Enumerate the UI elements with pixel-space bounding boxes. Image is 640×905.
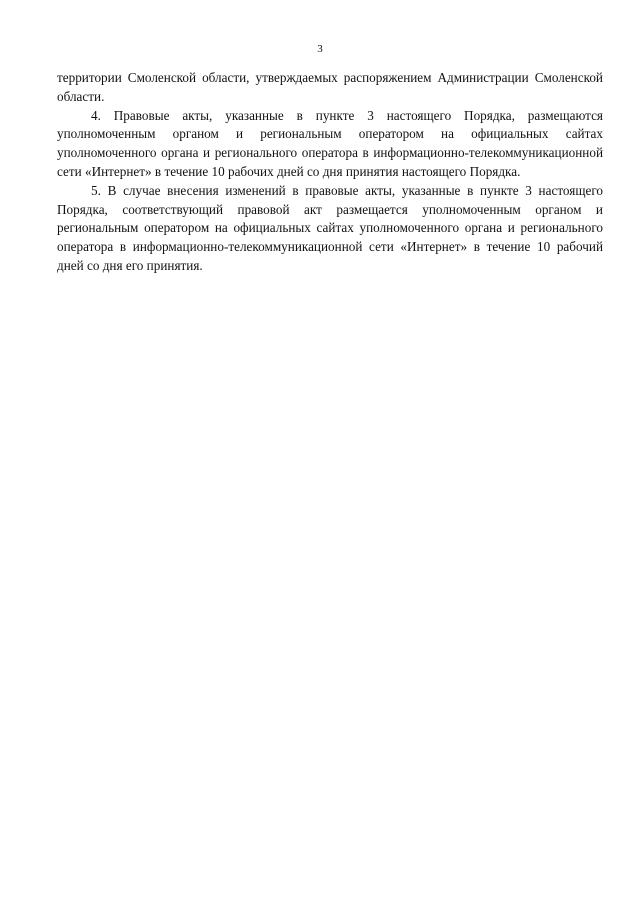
document-body (57, 69, 603, 276)
paragraph-item-5: 5. В случае внесения изменений в правовые акты, указанные в пункте 3 настоящего Порядка, соответствующий правовой акт размещается уполномоченным органом и региональным оператором на официальных сайтах уполномоченного органа и регионального оператора в информационно-телекоммуникационной сети «Интернет» в течение 10 рабочий дней со дня его принятия. (57, 182, 603, 273)
page-number: 3 (317, 43, 323, 55)
paragraph-item-4: 4. Правовые акты, указанные в пункте 3 настоящего Порядка, размещаются уполномоченным органом и региональным оператором на официальных сайтах уполномоченного органа и регионального оператора в информационно-телекоммуникационной сети «Интернет» в течение 10 рабочих дней со дня принятия настоящего Порядка. (57, 107, 603, 179)
paragraph-continuation: территории Смоленской области, утверждаемых распоряжением Администрации Смоленской области. (57, 70, 603, 104)
